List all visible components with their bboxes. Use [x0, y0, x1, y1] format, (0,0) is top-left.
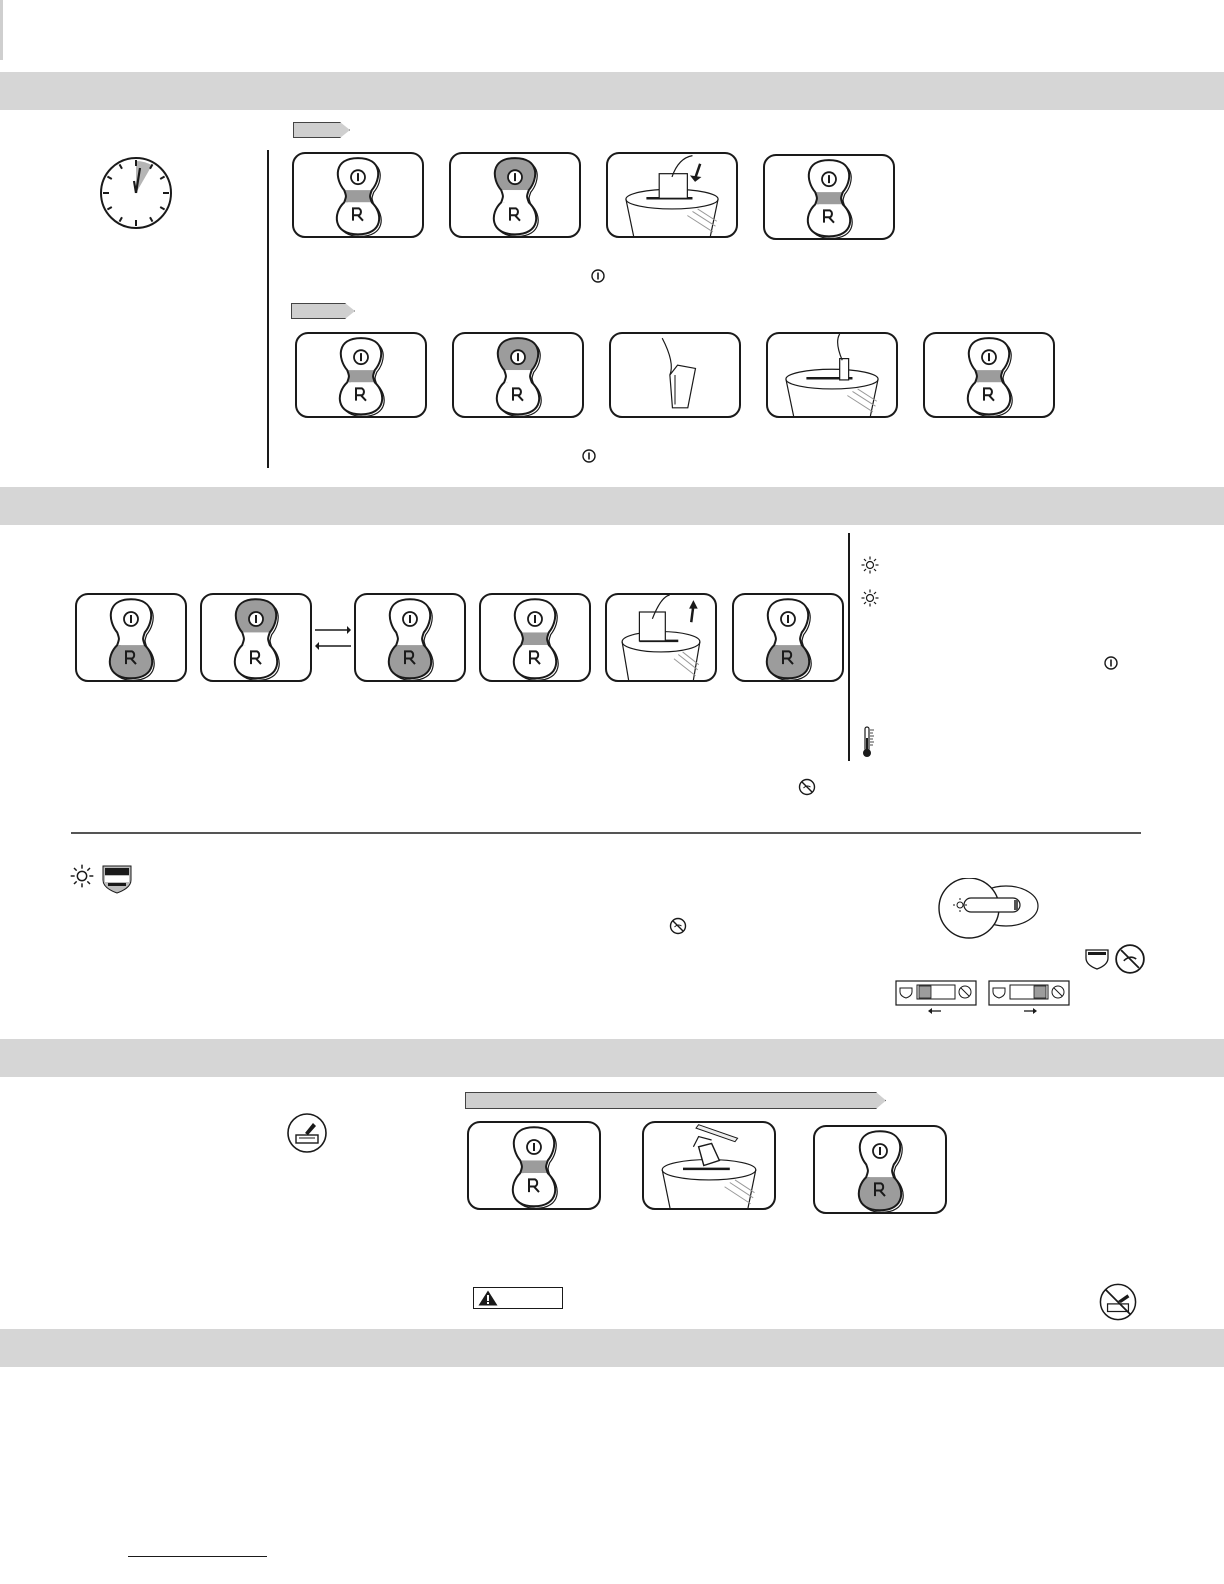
card-graphic — [925, 334, 1053, 416]
card-graphic — [608, 154, 736, 236]
switch-card-on — [200, 593, 312, 682]
switch-card-neutral — [763, 154, 895, 240]
oil-step-bar — [465, 1092, 886, 1109]
switch-card-reverse — [732, 593, 844, 682]
card-graphic — [294, 154, 422, 236]
safesense-shield-icon — [1085, 948, 1109, 970]
caution-box — [473, 1287, 563, 1309]
no-hands-icon — [1114, 943, 1146, 975]
illustration-insert-paper — [606, 152, 738, 238]
illustration-remove-paper — [605, 593, 717, 682]
oil-shredder-icon — [287, 1113, 327, 1153]
no-hands-icon — [798, 778, 816, 796]
switch-card-reverse — [75, 593, 187, 682]
power-symbol-icon — [582, 449, 596, 463]
section1-divider — [267, 150, 269, 468]
switch-card-neutral — [467, 1121, 601, 1210]
section-header-band-2 — [0, 487, 1224, 525]
page-edge-mark — [0, 0, 3, 60]
power-symbol-icon — [591, 269, 605, 283]
switch-card-neutral — [923, 332, 1055, 418]
section-header-band-1 — [0, 72, 1224, 110]
switch-card-neutral — [292, 152, 424, 238]
illustration-insert-card — [766, 332, 898, 418]
card-graphic — [454, 334, 582, 416]
illustration-hold-card — [609, 332, 741, 418]
section2-separator — [71, 832, 1141, 834]
card-graphic — [481, 595, 589, 680]
clock-icon — [98, 155, 174, 231]
toggle-arrows-icon — [314, 622, 352, 652]
card-graphic — [451, 154, 579, 236]
safesense-badge-icon — [101, 862, 133, 894]
card-graphic — [765, 156, 893, 238]
card-graphic — [356, 595, 464, 680]
switch-card-on — [449, 152, 581, 238]
card-graphic — [607, 595, 715, 680]
footer-link-underline — [128, 1556, 267, 1557]
switch-card-neutral — [295, 332, 427, 418]
card-graphic — [611, 334, 739, 416]
section2-divider — [848, 533, 850, 761]
switch-card-reverse — [354, 593, 466, 682]
step-tag-card — [291, 303, 355, 319]
card-graphic — [202, 595, 310, 680]
thermometer-icon — [862, 726, 876, 758]
switch-card-on — [452, 332, 584, 418]
no-oil-icon — [1099, 1283, 1137, 1321]
illustration-insert-oil — [642, 1121, 776, 1210]
switch-card-reverse — [813, 1125, 947, 1214]
sun-icon — [861, 589, 879, 607]
card-graphic — [297, 334, 425, 416]
sun-icon — [70, 864, 94, 888]
switch-card-neutral — [479, 593, 591, 682]
card-graphic — [815, 1127, 945, 1212]
safesense-switch-illustration — [936, 878, 1040, 940]
card-graphic — [734, 595, 842, 680]
power-symbol-icon — [1104, 656, 1118, 670]
card-graphic — [469, 1123, 599, 1208]
switch-position-left — [895, 980, 977, 1016]
no-hands-icon — [669, 917, 687, 935]
switch-position-right — [988, 980, 1070, 1016]
sun-icon — [861, 556, 879, 574]
card-graphic — [644, 1123, 774, 1208]
section-header-band-4 — [0, 1329, 1224, 1367]
warning-triangle-icon — [478, 1290, 498, 1306]
step-tag-paper — [293, 122, 350, 138]
card-graphic — [77, 595, 185, 680]
section-header-band-3 — [0, 1039, 1224, 1077]
card-graphic — [768, 334, 896, 416]
